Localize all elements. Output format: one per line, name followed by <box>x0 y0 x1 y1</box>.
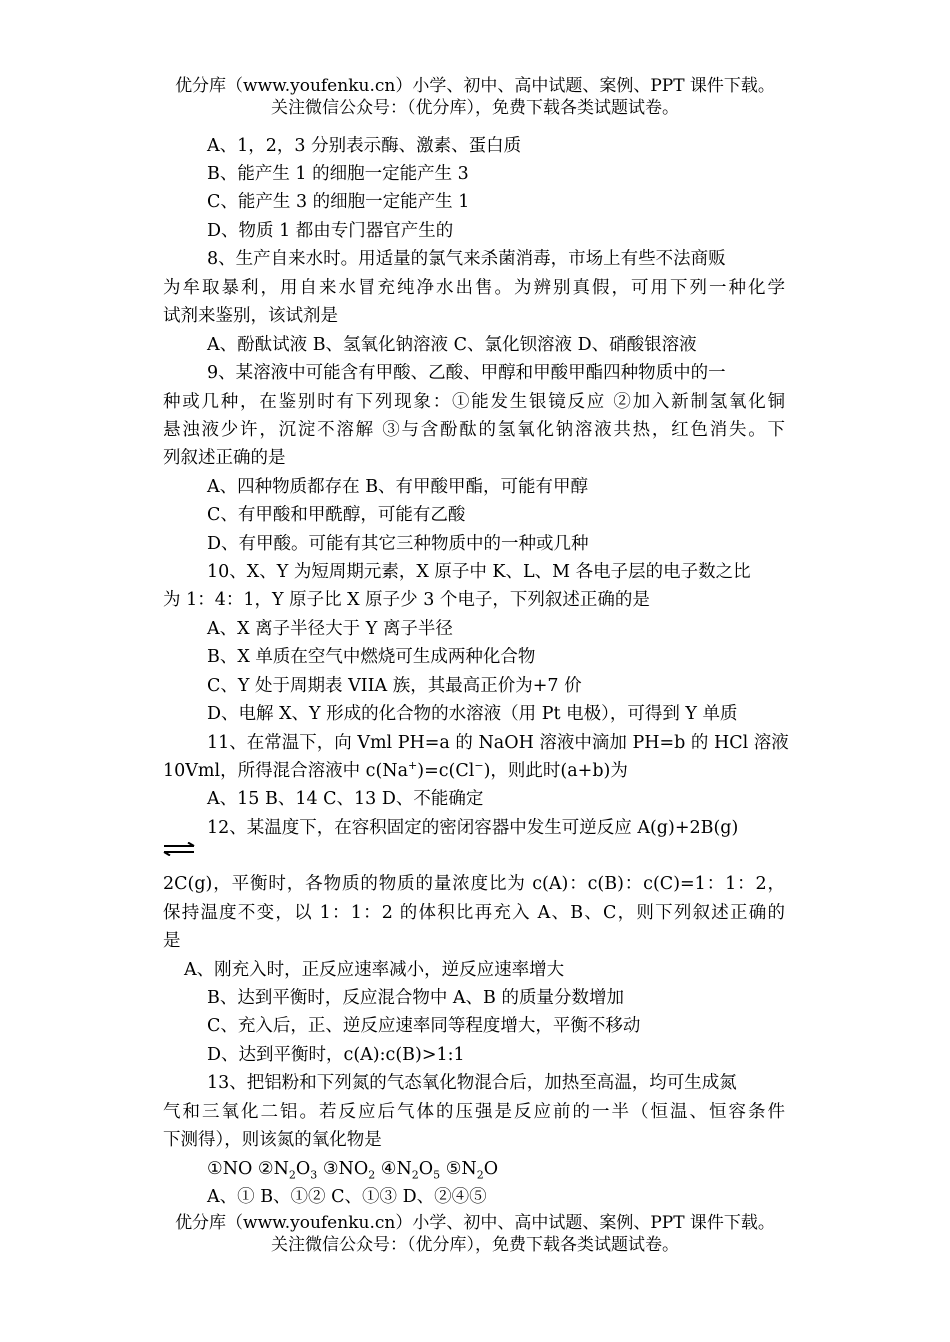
q12-stem-line-4: 是 <box>163 931 181 951</box>
q12-stem-line-2: 2C(g)，平衡时，各物质的物质的量浓度比为 c(A)：c(B)：c(C)=1：1：2， <box>163 874 785 894</box>
q9-options-ab: A、四种物质都存在 B、有甲酸甲酯，可能有甲醇 <box>207 477 589 497</box>
q10-option-c: C、Y 处于周期表 VIIA 族，其最高正价为+7 价 <box>207 676 582 696</box>
q10-stem-line-1: 10、X、Y 为短周期元素，X 原子中 K、L、M 各电子层的电子数之比 <box>207 562 751 582</box>
q13-sub-4: 2 <box>411 1168 419 1182</box>
q13-choice-text-6: ⑤N <box>440 1159 477 1179</box>
q11-stem-line-2 <box>163 759 628 783</box>
q13-sub-5: 5 <box>433 1168 441 1182</box>
q11-stem-line-1: 11、在常温下，向 Vml PH=a 的 NaOH 溶液中滴加 PH=b 的 HCl 溶液 <box>207 733 789 753</box>
q9-option-c: C、有甲酸和甲酰醇，可能有乙酸 <box>207 505 466 525</box>
q13-sub-6: 2 <box>476 1168 484 1182</box>
page-footer <box>0 1212 950 1256</box>
q7-option-d: D、物质 1 都由专门器官产生的 <box>207 221 454 241</box>
q10-stem-line-2: 为 1：4：1，Y 原子比 X 原子少 3 个电子，下列叙述正确的是 <box>163 590 650 610</box>
q13-sub-2: 3 <box>310 1168 318 1182</box>
footer-line-1: 优分库（www.youfenku.cn）小学、初中、高中试题、案例、PPT 课件下载。 <box>175 1213 775 1233</box>
q13-options: A、① B、①② C、①③ D、②④⑤ <box>207 1187 487 1207</box>
q13-choice-text-7: O <box>483 1159 499 1179</box>
q7-option-b: B、能产生 1 的细胞一定能产生 3 <box>207 164 469 184</box>
page-header <box>0 75 950 119</box>
q9-stem-line-3: 悬浊液少许，沉淀不溶解 ③与含酚酞的氢氧化钠溶液共热，红色消失。下 <box>163 420 785 440</box>
q12-option-c: C、充入后，正、逆反应速率同等程度增大，平衡不移动 <box>207 1016 641 1036</box>
q12-stem-line-3: 保持温度不变，以 1：1：2 的体积比再充入 A、B、C，则下列叙述正确的 <box>163 903 785 923</box>
reversible-arrow-icon <box>162 842 196 856</box>
q13-choice-text-4: ④N <box>375 1159 412 1179</box>
q12-option-b: B、达到平衡时，反应混合物中 A、B 的质量分数增加 <box>207 988 624 1008</box>
q12-option-d: D、达到平衡时，c(A):c(B)>1:1 <box>207 1045 465 1065</box>
q11-sup-plus: + <box>408 759 418 773</box>
q12-stem-line-1: 12、某温度下，在容积固定的密闭容器中发生可逆反应 A(g)+2B(g) <box>207 818 739 838</box>
q11-line2-part-b: )=c(Cl <box>417 761 475 781</box>
q11-line2-part-a: 10Vml，所得混合溶液中 c(Na <box>163 761 409 781</box>
q12-option-a: A、刚充入时，正反应速率减小，逆反应速率增大 <box>184 960 565 980</box>
q7-option-c: C、能产生 3 的细胞一定能产生 1 <box>207 192 470 212</box>
q9-stem-line-2: 种或几种，在鉴别时有下列现象：①能发生银镜反应 ②加入新制氢氧化铜 <box>163 392 785 412</box>
q13-choice-text-2: O <box>295 1159 311 1179</box>
q13-choice-text-3: ③NO <box>317 1159 369 1179</box>
q9-stem-line-1: 9、某溶液中可能含有甲酸、乙酸、甲醇和甲酸甲酯四种物质中的一 <box>207 363 726 383</box>
footer-line-2: 关注微信公众号：（优分库），免费下载各类试题试卷。 <box>271 1235 679 1255</box>
q7-option-a: A、1，2，3 分别表示酶、激素、蛋白质 <box>207 136 522 156</box>
q13-stem-line-3: 下测得），则该氮的氧化物是 <box>163 1130 382 1150</box>
q8-stem-line-1: 8、生产自来水时。用适量的氯气来杀菌消毒，市场上有些不法商贩 <box>207 249 726 269</box>
q13-choice-text-1: ①NO ②N <box>207 1159 289 1179</box>
q8-stem-line-3: 试剂来鉴别，该试剂是 <box>163 306 338 326</box>
header-line-1: 优分库（www.youfenku.cn）小学、初中、高中试题、案例、PPT 课件下载。 <box>175 76 775 96</box>
q11-options: A、15 B、14 C、13 D、不能确定 <box>207 789 484 809</box>
q13-stem-line-2: 气和三氧化二铝。若反应后气体的压强是反应前的一半（恒温、恒容条件 <box>163 1102 785 1122</box>
q13-sub-3: 2 <box>368 1168 376 1182</box>
q13-choices <box>207 1157 498 1181</box>
q11-line2-part-c: )，则此时(a+b)为 <box>483 761 628 781</box>
q10-option-b: B、X 单质在空气中燃烧可生成两种化合物 <box>207 647 536 667</box>
q8-stem-line-2: 为牟取暴利，用自来水冒充纯净水出售。为辨别真假，可用下列一种化学 <box>163 278 785 298</box>
q13-choice-text-5: O <box>418 1159 434 1179</box>
q13-sub-1: 2 <box>288 1168 296 1182</box>
q11-sup-minus: − <box>474 759 484 773</box>
q9-stem-line-4: 列叙述正确的是 <box>163 448 286 468</box>
q10-option-a: A、X 离子半径大于 Y 离子半径 <box>207 619 453 639</box>
q13-stem-line-1: 13、把铝粉和下列氮的气态氧化物混合后，加热至高温，均可生成氮 <box>207 1073 737 1093</box>
header-line-2: 关注微信公众号：（优分库），免费下载各类试题试卷。 <box>271 98 679 118</box>
q9-option-d: D、有甲酸。可能有其它三种物质中的一种或几种 <box>207 534 589 554</box>
q8-options: A、酚酞试液 B、氢氧化钠溶液 C、氯化钡溶液 D、硝酸银溶液 <box>207 335 697 355</box>
q10-option-d: D、电解 X、Y 形成的化合物的水溶液（用 Pt 电极），可得到 Y 单质 <box>207 704 738 724</box>
